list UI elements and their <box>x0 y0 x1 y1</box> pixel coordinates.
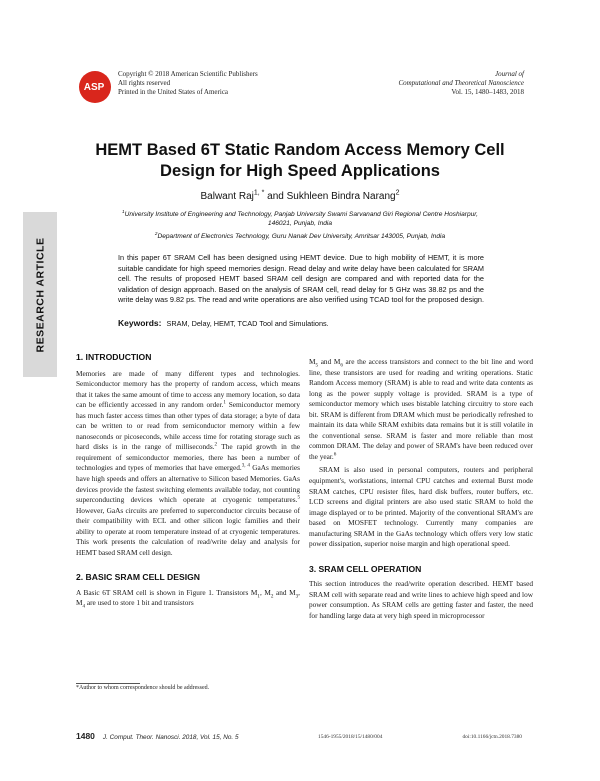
paragraph-text: Semiconductor memory has much faster access times than other types of data storage; a byte of data can be written to or read from semiconductor memory within a few nanoseconds or picoseconds, while access time for rotating storage such as hard disks is in the range of milliseconds. <box>76 400 300 452</box>
subscript: 2 <box>270 593 274 600</box>
journal-name-line2: Computational and Theoretical Nanoscience <box>398 79 524 87</box>
subscript: 6 <box>340 362 343 369</box>
keywords-text: SRAM, Delay, HEMT, TCAD Tool and Simulations. <box>166 319 329 328</box>
copyright-block <box>118 70 258 97</box>
author-affil-mark: 1, * <box>253 189 265 197</box>
section-heading: 2. BASIC SRAM CELL DESIGN <box>76 572 200 583</box>
affiliation-mark: 2 <box>154 230 158 236</box>
paragraph-text: The rapid growth in the requirement of semiconductor memories, there has been a number of technologies and types of memories that have emerged. <box>76 442 300 473</box>
publisher-logo-text: ASP <box>83 81 105 93</box>
paragraph <box>309 357 533 462</box>
citation: 2 <box>214 441 218 448</box>
page-number: 1480 <box>76 731 95 741</box>
paragraph: This section introduces the read/write operation described. HEMT based SRAM cell with separate read and write lines to achieve high speed and low power consumption. As SRAM cells are getting faster and faster, the need for handling large data at very high speed in microprocessor <box>309 579 533 621</box>
article-type-text: RESEARCH ARTICLE <box>34 237 47 352</box>
affiliation-text: 146021, Punjab, India <box>267 220 333 227</box>
paragraph: SRAM is also used in personal computers, routers and peripheral equipment's, workstations, internal CPU catches and external Burst mode SRAM catches, CPU resister files, hard disk buffers, router buffers, etc. LCD screens and digital printers are also used static SRAM to hold the image displayed or to be printed. Majority of the conventional SRAM's are based on MOSFET technology. Currently many companies are manufacturing SRAM in the GaAs technology which offers very low static power dissipation, superior noise margin and high operational speed. <box>309 465 533 549</box>
paper-title <box>60 140 540 182</box>
author-joiner: and <box>267 191 284 202</box>
doi: doi:10.1166/jctn.2018.7380 <box>462 734 522 740</box>
section-heading: 1. INTRODUCTION <box>76 352 152 362</box>
journal-name-line1: Journal of <box>495 70 524 78</box>
citation: 1 <box>223 399 226 406</box>
keywords-label: Keywords: <box>118 318 162 328</box>
left-column <box>76 352 300 609</box>
footnote-rule <box>76 683 140 684</box>
keywords <box>118 318 484 328</box>
right-column <box>309 357 533 622</box>
citation: 3, 4 <box>241 463 250 470</box>
paragraph-text: GaAs memories have high speeds and offers an alternative to Silicon based Memories. GaAs devices provide the fastest switching elements available today, not counting superconducting devices which operate at cryogenic temperatures. <box>76 463 300 505</box>
subscript: 3 <box>295 593 299 600</box>
paragraph-text: and M <box>273 587 296 597</box>
affiliation-text: University Institute of Engineering and Technology, Panjab University Swami Sarvanand Giri Regional Centre Hoshiarpur, <box>124 211 478 218</box>
author-name: Sukhleen Bindra Narang <box>286 191 396 202</box>
issn-code: 1546-1955/2018/15/1480/004 <box>318 734 383 740</box>
abstract: In this paper 6T SRAM Cell has been designed using HEMT device. Due to high mobility of HEMT, it is more suitable candidate for high speed memories design. Read delay and write delay have been calculated for SRAM cell. The results of proposed HEMT based SRAM cell design are compared and with reported data for the validation of design approach. Based on the analysis of SRAM cell, read delay for 5 GHz was 38.82 ps and the write delay was 9.82 ps. The read and write operations are also verified using TCAD tool for the proposed design. <box>118 253 484 305</box>
author-affil-mark: 2 <box>395 189 400 197</box>
paragraph-text: A Basic 6T SRAM cell is shown in Figure 1. Transistors M <box>76 587 258 597</box>
journal-volume: Vol. 15, 1480–1483, 2018 <box>451 88 524 96</box>
paragraph-text: , M <box>76 587 300 608</box>
title-line: Design for High Speed Applications <box>160 162 440 180</box>
subscript: 4 <box>82 603 86 610</box>
page-footer <box>76 731 239 741</box>
subscript: 1 <box>257 593 260 600</box>
affiliation-1 <box>90 210 510 228</box>
subscript: 5 <box>315 362 319 369</box>
footnote: *Author to whom correspondence should be addressed. <box>76 685 210 691</box>
paragraph <box>76 588 300 609</box>
affiliation-text: Department of Electronics Technology, Guru Nanak Dev University, Amritsar 143005, Punjab, India <box>157 233 446 240</box>
paragraph-text: are used to store 1 bit and transistors <box>85 598 194 608</box>
article-type-label <box>23 212 57 377</box>
author-name: Balwant Raj <box>200 191 254 202</box>
affiliation-2 <box>90 232 510 241</box>
copyright-line: All rights reserved <box>118 79 171 87</box>
paragraph-text: are the access transistors and connect to the bit line and word line, these transistors are used for reading and writing operations. Static Random Access memory (SRAM) is able to read and write data contents as long as the power supply voltage is provided. SRAM is a type of semiconductor memory which uses bistable latching circuitry to store each bit. SRAM is different from DRAM which must be periodically refreshed to maintain its data while SRAM exhibits data remains but it is still volatile in the conventional sense. SRAM is faster and more reliable than most common DRAM. The delay and power of SRAM's have been reduced over the year. <box>309 357 533 461</box>
affiliation-mark: 1 <box>122 208 125 214</box>
paragraph-text: and M <box>318 357 341 366</box>
section-heading: 3. SRAM CELL OPERATION <box>309 563 422 574</box>
copyright-line: Printed in the United States of America <box>118 88 229 96</box>
journal-info <box>398 70 524 97</box>
title-line: HEMT Based 6T Static Random Access Memory Cell <box>95 141 505 159</box>
paragraph-text: However, GaAs circuits are preferred to superconductor circuits because of their compatibility with ECL and other silicon logic families and their ability to operate at room temperature instead of at cryogenic temperatures. This work presents the calculation of read/write delay and analysis for HEMT based SRAM cell design. <box>76 505 300 557</box>
author-list <box>60 191 540 202</box>
copyright-line: Copyright © 2018 American Scientific Publishers <box>118 70 258 78</box>
paragraph-text: , M <box>259 587 271 597</box>
publisher-logo <box>79 71 111 103</box>
citation: 5 <box>297 494 300 501</box>
paragraph-text: M <box>309 357 316 366</box>
citation: 6 <box>333 451 337 458</box>
paragraph <box>76 369 300 559</box>
journal-reference: J. Comput. Theor. Nanosci. 2018, Vol. 15, No. 5 <box>102 734 239 741</box>
paragraph-text: Memories are made of many different types and technologies. Semiconductor memory has the property of random access, which means that it takes the same amount of time to access any memory location, so data can be efficiently accessed in any random order. <box>76 368 300 410</box>
